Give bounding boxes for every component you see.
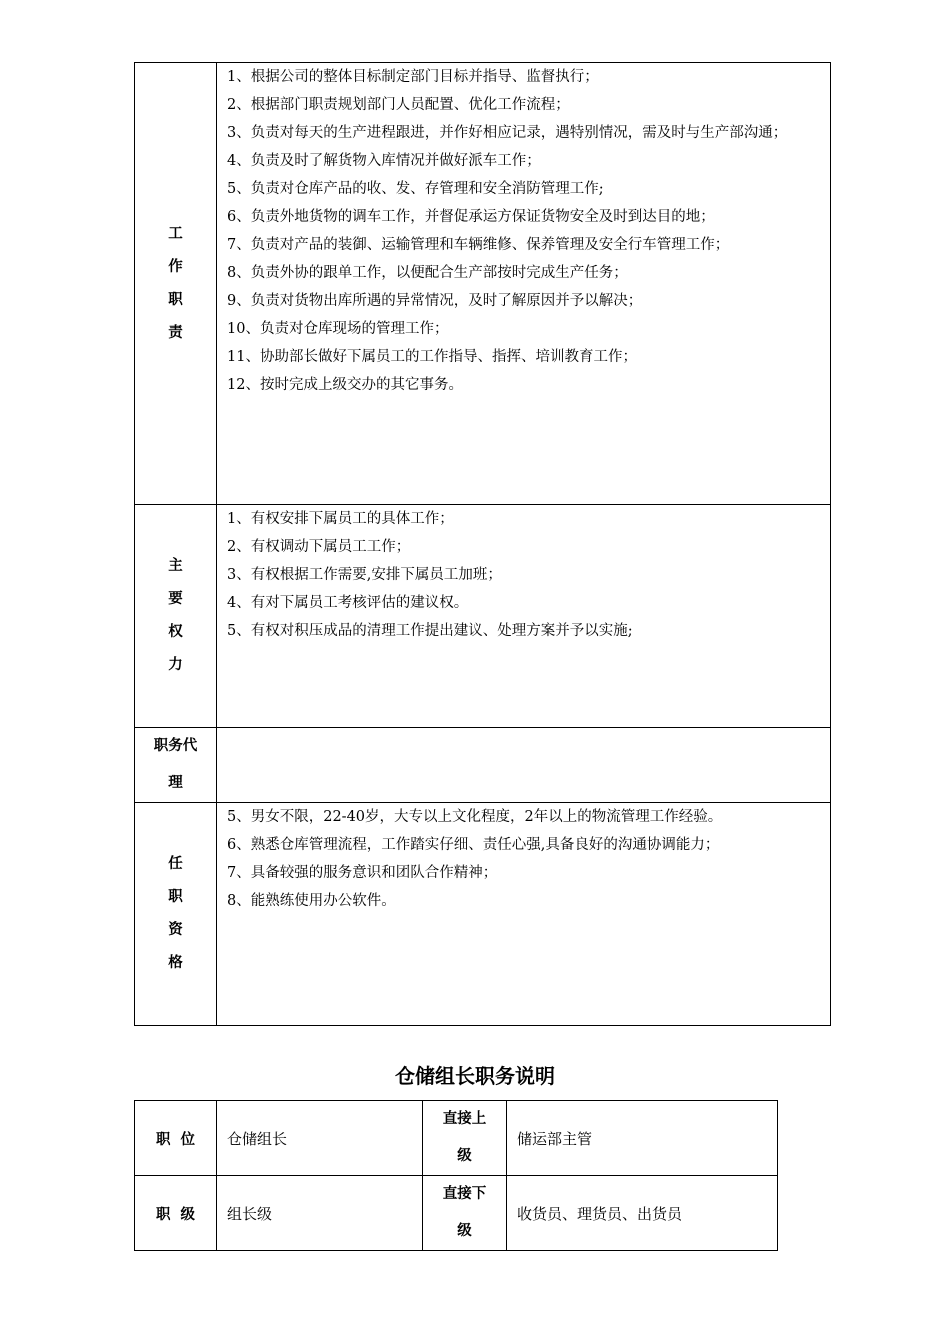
grade-row [135,1176,778,1251]
duty-item: 6、 负责外地货物的调车工作，并督促承运方保证货物安全及时到达目的地； [227,209,715,225]
duty-item: 1、 根据公司的整体目标制定部门目标并指导、监督执行； [227,69,599,85]
power-item: 5、 有权对积压成品的清理工作提出建议、处理方案并予以实施; [227,623,633,639]
direct-subordinate-label: 直接下 级 [423,1176,507,1251]
deputy-label: 职务代 理 [135,728,217,803]
deputy-row [135,728,831,803]
duty-item: 8、 负责外协的跟单工作，以便配合生产部按时完成生产任务； [227,265,628,281]
duty-item: 3、 负责对每天的生产进程跟进，并作好相应记录，遇特别情况，需及时与生产部沟通； [227,125,788,141]
power-item: 4、 有对下属员工考核评估的建议权。 [227,595,469,611]
duties-list [217,63,831,505]
grade-label: 职 级 [135,1176,217,1251]
direct-superior-label: 直接上 级 [423,1101,507,1176]
position-label: 职 位 [135,1101,217,1176]
position-value: 仓储组长 [217,1101,423,1176]
duty-item: 10、 负责对仓库现场的管理工作； [227,321,449,337]
qualifications-list [217,803,831,1026]
power-item: 1、 有权安排下属员工的具体工作； [227,511,454,527]
duty-item: 4、 负责及时了解货物入库情况并做好派车工作； [227,153,541,169]
duties-row [135,63,831,505]
power-item: 2、 有权调动下属员工工作； [227,539,411,555]
qualification-item: 8、 能熟练使用办公软件。 [227,893,396,909]
duty-item: 7、 负责对产品的装御、运输管理和车辆维修、保养管理及安全行车管理工作； [227,237,730,253]
duty-item: 12、 按时完成上级交办的其它事务。 [227,377,463,393]
deputy-content [217,728,831,803]
qualifications-label: 任 职 资 格 [135,803,217,1026]
power-item: 3、 有权根据工作需要,安排下属员工加班； [227,567,502,583]
powers-list [217,505,831,728]
position-info-table [134,1100,778,1251]
duties-label: 工 作 职 责 [135,63,217,505]
qualification-item: 5、 男女不限，22-40岁，大专以上文化程度，2年以上的物流管理工作经验。 [227,809,723,825]
powers-label: 主 要 权 力 [135,505,217,728]
duty-item: 11、 协助部长做好下属员工的工作指导、指挥、培训教育工作； [227,349,637,365]
section-title: 仓储组长职务说明 [395,1064,555,1088]
qualifications-row [135,803,831,1026]
duty-item: 5、 负责对仓库产品的收、发、存管理和安全消防管理工作; [227,181,604,197]
qualification-item: 6、 熟悉仓库管理流程，工作踏实仔细、责任心强,具备良好的沟通协调能力； [227,837,720,853]
job-description-table [134,62,831,1026]
grade-value: 组长级 [217,1176,423,1251]
powers-row [135,505,831,728]
duty-item: 2、 根据部门职责规划部门人员配置、优化工作流程； [227,97,570,113]
direct-subordinate-value: 收货员、理货员、出货员 [507,1176,778,1251]
qualification-item: 7、 具备较强的服务意识和团队合作精神； [227,865,498,881]
duty-item: 9、 负责对货物出库所遇的异常情况，及时了解原因并予以解决； [227,293,643,309]
direct-superior-value: 储运部主管 [507,1101,778,1176]
position-row [135,1101,778,1176]
